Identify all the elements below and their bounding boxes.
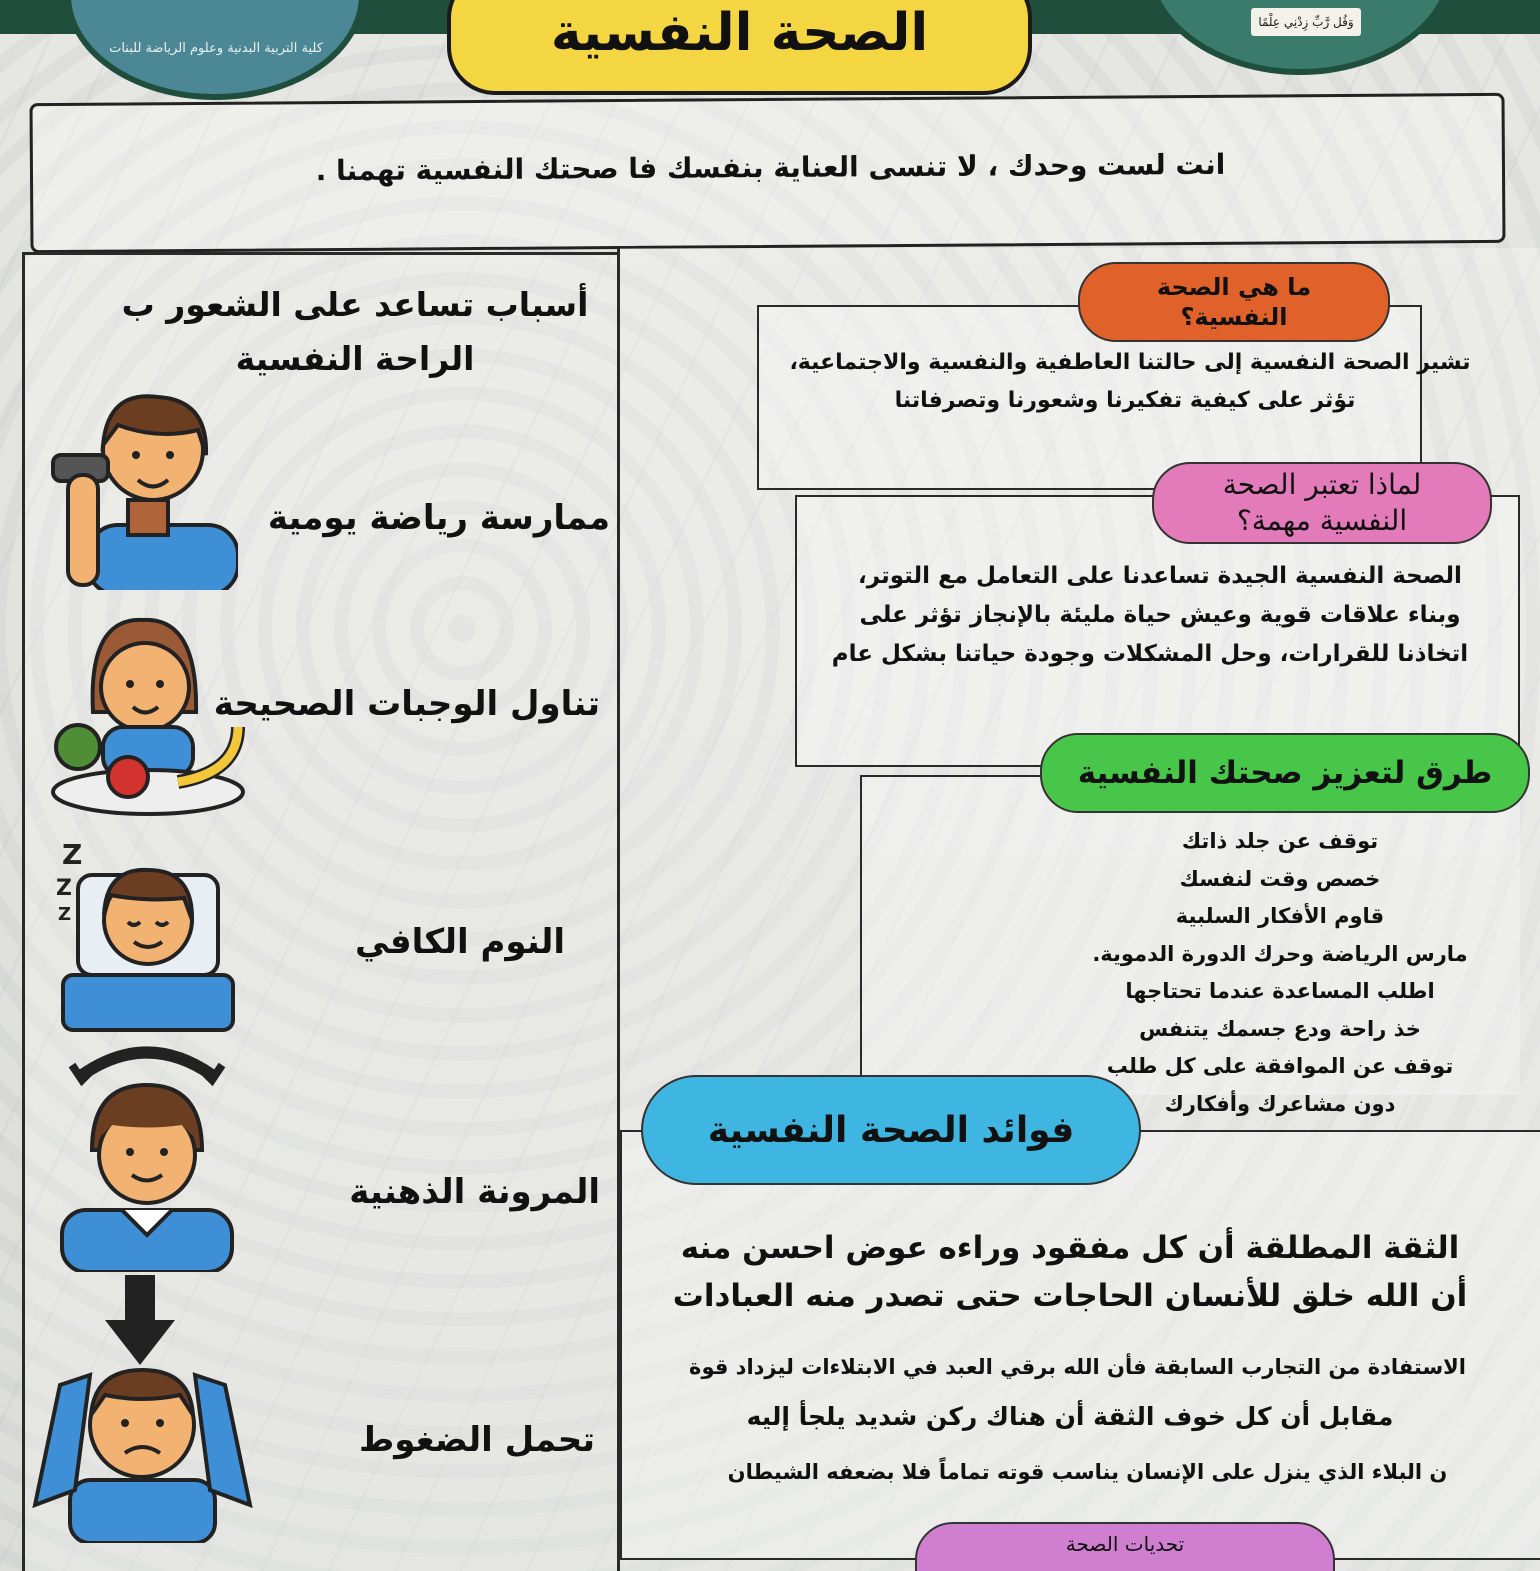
benefits-line1: الثقة المطلقة أن كل مفقود وراءه عوض احسن منه xyxy=(680,1230,1460,1266)
svg-text:Z: Z xyxy=(56,876,72,901)
ways-list-item: مارس الرياضة وحرك الدورة الدموية. xyxy=(1092,941,1468,966)
why-important-line1: الصحة النفسية الجيدة تساعدنا على التعامل مع التوتر، xyxy=(858,563,1462,589)
left-logo-caption: كلية التربية البدنية وعلوم الرياضة للبنات xyxy=(109,41,323,56)
left-logo xyxy=(65,0,365,100)
challenges-title: تحديات الصحة xyxy=(1065,1532,1185,1556)
benefits-line5: ن البلاء الذي ينزل على الإنسان يناسب قوته تماماً فلا بضعفه الشيطان xyxy=(727,1460,1448,1484)
left-item-flexibility-label: المرونة الذهنية xyxy=(349,1172,600,1212)
challenges-pill xyxy=(915,1522,1335,1571)
left-column-heading: أسباب تساعد على الشعور ب الراحة النفسية xyxy=(121,285,589,378)
ways-list-item: خذ راحة ودع جسمك يتنفس xyxy=(1139,1016,1421,1041)
exercise-icon xyxy=(48,385,238,590)
what-is-pill xyxy=(1078,262,1390,342)
benefits-title: فوائد الصحة النفسية xyxy=(707,1109,1075,1151)
svg-text:Z: Z xyxy=(58,904,72,925)
right-logo-caption: وَقُل رَّبِّ زِدْنِي عِلْمًا xyxy=(1251,8,1361,36)
ways-list-item: دون مشاعرك وأفكارك xyxy=(1164,1091,1396,1116)
what-is-title: ما هي الصحة النفسية؟ xyxy=(1156,273,1312,331)
benefits-line4: مقابل أن كل خوف الثقة أن هناك ركن شديد يلجأ إليه xyxy=(746,1402,1394,1431)
ways-title: طرق لتعزيز صحتك النفسية xyxy=(1077,755,1493,791)
benefits-box xyxy=(620,1130,1540,1560)
svg-text:Z: Z xyxy=(62,840,83,871)
ways-list-item: توقف عن الموافقة على كل طلب xyxy=(1106,1054,1454,1078)
subtitle-text: انت لست وحدك ، لا تنسى العناية بنفسك فا صحتك النفسية تهمنا . xyxy=(315,147,1226,188)
left-item-exercise-label: ممارسة رياضة يومية xyxy=(267,498,610,538)
mental-flexibility-icon xyxy=(52,1040,237,1272)
left-item-sleep-label: النوم الكافي xyxy=(355,922,565,962)
ways-list-item: اطلب المساعدة عندما تحتاجها xyxy=(1125,979,1435,1003)
benefits-line3: الاستفادة من التجارب السابقة فأن الله برقي العبد في الابتلاءات ليزداد قوة xyxy=(689,1355,1466,1379)
ways-pill xyxy=(1040,733,1530,813)
ways-list-item: توقف عن جلد ذاتك xyxy=(1181,829,1379,853)
left-item-stress-label: تحمل الضغوط xyxy=(359,1420,595,1460)
sleep-icon xyxy=(48,840,238,1035)
what-is-line1: تشير الصحة النفسية إلى حالتنا العاطفية والنفسية والاجتماعية، xyxy=(789,350,1471,375)
ways-list-item: قاوم الأفكار السلبية xyxy=(1175,904,1385,928)
why-important-line3: اتخاذنا للقرارات، وحل المشكلات وجودة حياتنا بشكل عام xyxy=(831,641,1469,667)
ways-list xyxy=(1040,823,1520,1123)
stress-icon xyxy=(15,1275,270,1543)
page-title: الصحة النفسية xyxy=(550,3,929,63)
title-pill xyxy=(447,0,1032,95)
why-important-line2: وبناء علاقات قوية وعيش حياة مليئة بالإنجاز تؤثر على xyxy=(859,602,1461,628)
benefits-pill xyxy=(641,1075,1141,1185)
subtitle-banner xyxy=(29,93,1505,253)
what-is-line2: تؤثر على كيفية تفكيرنا وشعورنا وتصرفاتنا xyxy=(894,388,1356,413)
ways-list-item: خصص وقت لنفسك xyxy=(1179,866,1381,891)
left-item-food-label: تناول الوجبات الصحيحة xyxy=(213,684,600,724)
right-logo xyxy=(1145,0,1455,75)
why-important-pill xyxy=(1152,462,1492,544)
why-important-title: لماذا تعتبر الصحة النفسية مهمة؟ xyxy=(1222,468,1422,537)
benefits-line2: أن الله خلق للأنسان الحاجات حتى تصدر منه العبادات xyxy=(672,1278,1468,1314)
